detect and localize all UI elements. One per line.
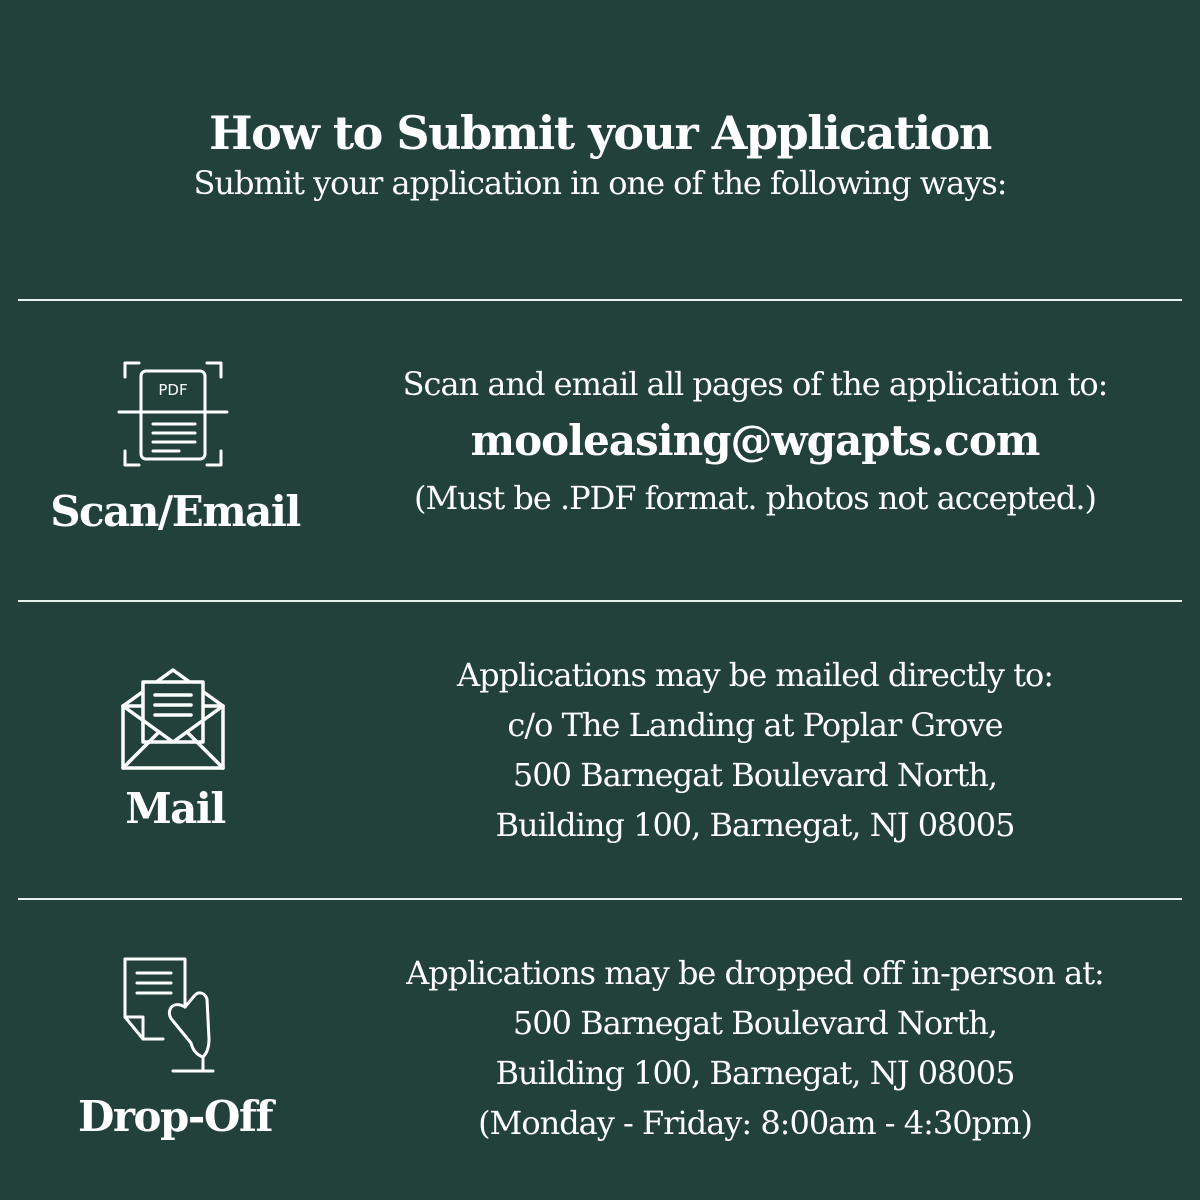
hand-document-icon <box>113 955 233 1075</box>
email-address[interactable]: mooleasing@wgapts.com <box>470 416 1040 465</box>
svg-text:PDF: PDF <box>158 381 188 399</box>
page-header <box>0 105 1200 203</box>
drop-off-info <box>350 948 1160 1148</box>
mail-line-2: c/o The Landing at Poplar Grove <box>507 706 1003 744</box>
method-label-drop-off: Drop-Off <box>77 1092 273 1141</box>
mail-line-3: 500 Barnegat Boulevard North, <box>512 756 998 794</box>
page-subtitle: Submit your application in one of the following ways: <box>193 164 1007 202</box>
pdf-scan-icon <box>113 359 233 479</box>
section-drop-off <box>0 900 1200 1200</box>
page-title: How to Submit your Application <box>209 106 991 160</box>
method-label-mail: Mail <box>125 784 225 833</box>
drop-off-line-2: 500 Barnegat Boulevard North, <box>512 1004 998 1042</box>
section-scan-email <box>0 301 1200 601</box>
mail-info <box>350 650 1160 850</box>
section-mail <box>0 602 1200 898</box>
mail-line-4: Building 100, Barnegat, NJ 08005 <box>495 806 1015 844</box>
drop-off-line-4: (Monday - Friday: 8:00am - 4:30pm) <box>478 1104 1032 1142</box>
drop-off-line-1: Applications may be dropped off in-person at: <box>406 954 1104 992</box>
method-label-scan-email: Scan/Email <box>50 487 300 536</box>
scan-email-info <box>350 359 1160 523</box>
scan-email-note: (Must be .PDF format. photos not accepted.) <box>414 479 1096 517</box>
scan-email-intro: Scan and email all pages of the application to: <box>402 365 1108 403</box>
drop-off-line-3: Building 100, Barnegat, NJ 08005 <box>495 1054 1015 1092</box>
envelope-icon <box>113 666 233 786</box>
mail-line-1: Applications may be mailed directly to: <box>457 656 1053 694</box>
